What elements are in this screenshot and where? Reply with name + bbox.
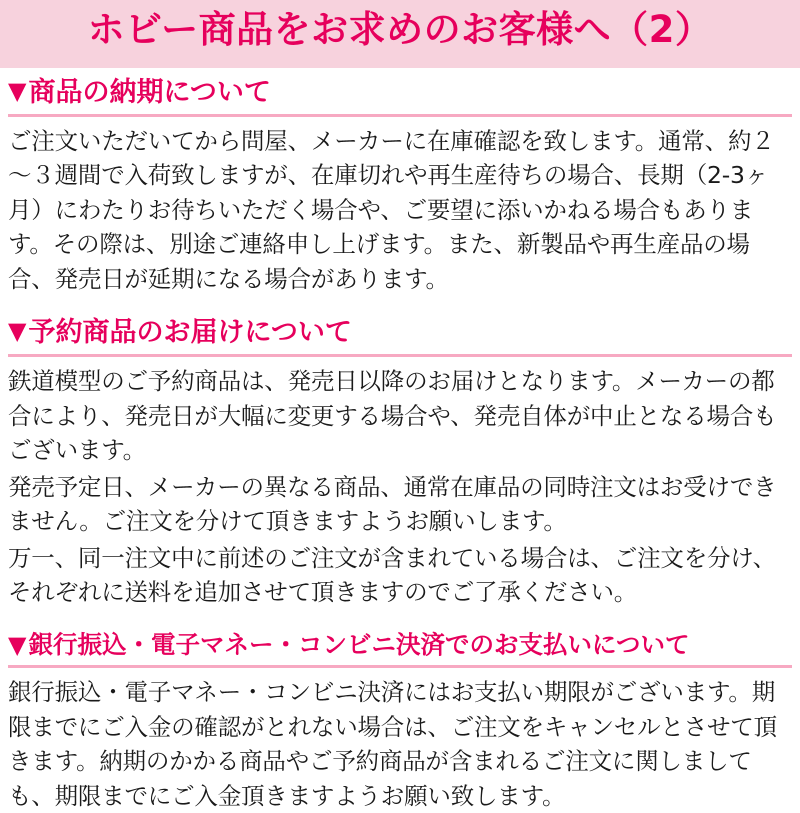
section-divider [8, 354, 792, 357]
section-heading [8, 630, 792, 661]
section-paragraph: 発売予定日、メーカーの異なる商品、通常在庫品の同時注文はお受けできません。ご注文を分けて頂きますようお願いします。 [8, 472, 777, 536]
notice-content [0, 76, 800, 813]
page-banner [0, 0, 800, 68]
section-heading-label: 予約商品のお届けについて [28, 317, 352, 349]
section-paragraph: 鉄道模型のご予約商品は、発売日以降のお届けとなります。メーカーの都合により、発売日が大幅に変更する場合や、発売自体が中止となる場合もございます。 [8, 367, 777, 465]
section-delivery-schedule [8, 76, 792, 296]
triangle-down-icon: ▼ [8, 317, 27, 346]
section-paragraph: 万一、同一注文中に前述のご注文が含まれている場合は、ご注文を分け、それぞれに送料を追加させて頂きますのでご了承ください。 [8, 543, 776, 607]
triangle-down-icon: ▼ [8, 630, 27, 659]
section-heading [8, 316, 792, 350]
section-divider [8, 114, 792, 117]
section-heading-label: 商品の納期について [28, 77, 271, 108]
triangle-down-icon: ▼ [8, 77, 27, 105]
section-paragraph: 銀行振込・電子マネー・コンビニ決済にはお支払い期限がございます。期限までにご入金の確認がとれない場合は、ご注文をキャンセルとさせて頂きます。納期のかかる商品やご予約商品が含まれるご注文に関しましても、期限までにご入金頂きますようお願い致します。 [8, 678, 777, 810]
spacer [8, 298, 792, 308]
section-paragraph: ご注文いただいてから問屋、メーカーに在庫確認を致します。通常、約２～３週間で入荷致しますが、在庫切れや再生産待ちの場合、長期（2-3ヶ月）にわたりお待ちいただく場合や、ご要望に添いかねる場合もあります。その際は、別途ご連絡申し上げます。また、新製品や再生産品の場合、発売日が延期になる場合があります。 [8, 126, 775, 293]
spacer [8, 612, 792, 622]
section-divider [8, 665, 792, 668]
section-heading-label: 銀行振込・電子マネー・コンビニ決済でのお支払いについて [28, 629, 690, 659]
section-payment-methods [8, 630, 792, 813]
section-heading [8, 76, 792, 110]
page-title: ホビー商品をお求めのお客様へ（2） [87, 8, 713, 51]
section-preorder-delivery [8, 316, 792, 609]
